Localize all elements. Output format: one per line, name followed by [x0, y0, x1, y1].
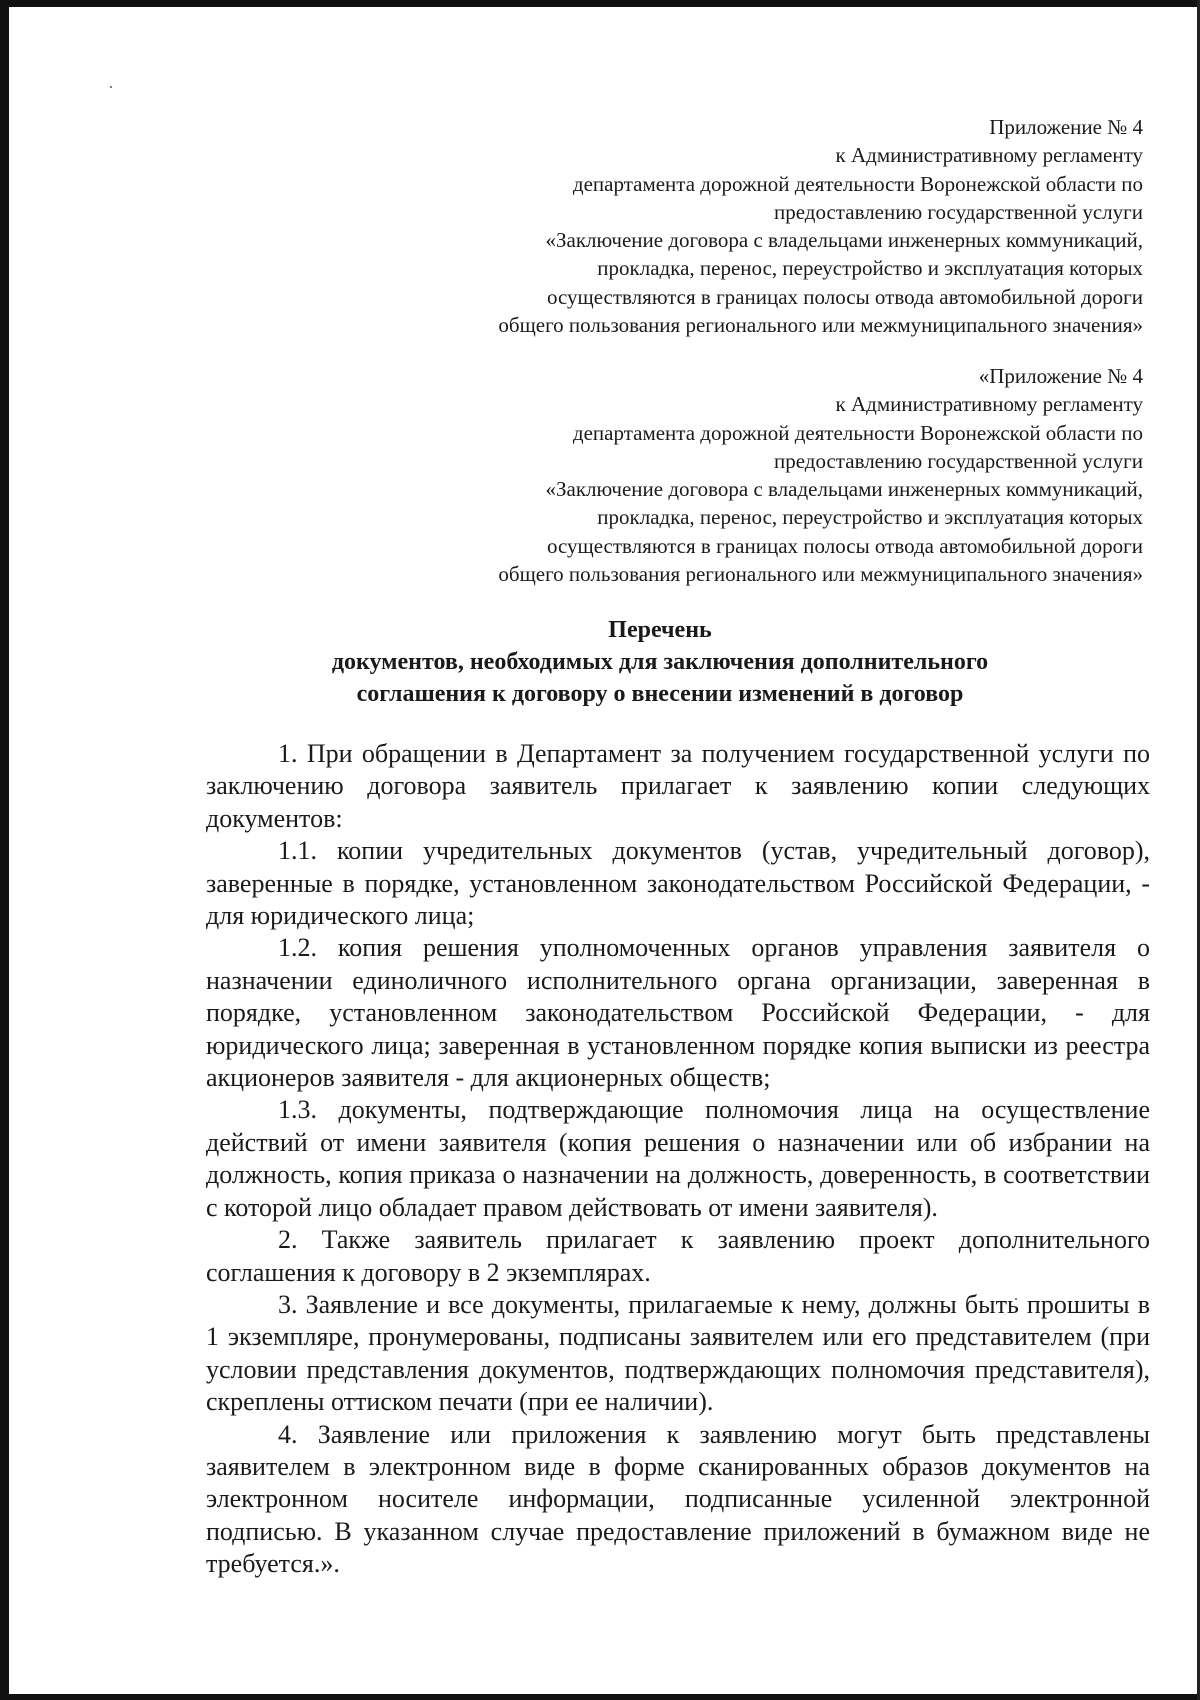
appendix-line: осуществляются в границах полосы отвода автомобильной дороги	[546, 284, 1143, 309]
title-line: соглашения к договору о внесении изменений в договор	[356, 681, 964, 707]
appendix-line: общего пользования регионального или межмуниципального значения»	[498, 313, 1143, 338]
appendix-line: департамента дорожной деятельности Воронежской области по	[572, 420, 1143, 445]
scan-border-left	[0, 0, 9, 1700]
appendix-line: осуществляются в границах полосы отвода автомобильной дороги	[546, 533, 1143, 558]
appendix-line: департамента дорожной деятельности Воронежской области по	[572, 171, 1143, 196]
appendix-line: предоставлению государственной услуги	[774, 448, 1143, 473]
appendix-line: общего пользования регионального или межмуниципального значения»	[498, 562, 1143, 587]
scan-border-top	[0, 0, 1200, 7]
paragraph-1-2: 1.2. копия решения уполномоченных органов управления заявителя о назначении единоличного исполнительного органа организации, заверенная в порядке, установленном законодательством Российской Федерации, - для юридического лица; заверенная в установленном порядке копия выписки из реестра акционеров заявителя - для акционерных обществ;	[206, 933, 1150, 1093]
document-body	[206, 738, 1150, 1581]
appendix-line: «Заключение договора с владельцами инженерных коммуникаций,	[545, 228, 1143, 253]
paragraph-1-3: 1.3. документы, подтверждающие полномочия лица на осуществление действий от имени заявителя (копия решения о назначении или об избрании на должность, копия приказа о назначении на должность, доверенность, в соответствии с которой лицо обладает правом действовать от имени заявителя).	[206, 1095, 1150, 1222]
document-title	[180, 614, 1140, 710]
paragraph-4: 4. Заявление или приложения к заявлению могут быть представлены заявителем в электронном виде в форме сканированных образов документов на электронном носителе информации, подписанные усиленной электронной подписью. В указанном случае предоставление приложений в бумажном виде не требуется.».	[206, 1419, 1150, 1579]
appendix-line: «Приложение № 4	[978, 364, 1143, 388]
paragraph-3: 3. Заявление и все документы, прилагаемые к нему, должны быть прошиты в 1 экземпляре, пронумерованы, подписаны заявителем или его представителем (при условии представления документов, подтверждающих полномочия представителя), скреплены оттиском печати (при ее наличии).	[206, 1289, 1150, 1417]
scan-speck	[110, 86, 112, 88]
appendix-line: к Административному регламенту	[835, 392, 1143, 417]
paragraph-1-1: 1.1. копии учредительных документов (устав, учредительный договор), заверенные в порядке, установленном законодательством Российской Федерации, - для юридического лица;	[206, 836, 1150, 931]
title-line: документов, необходимых для заключения дополнительного	[331, 649, 989, 675]
appendix-line: предоставлению государственной услуги	[774, 199, 1143, 224]
appendix-header	[380, 113, 1143, 339]
appendix-quoted	[380, 362, 1143, 588]
appendix-line: Приложение № 4	[989, 115, 1143, 139]
scan-border-bottom	[0, 1694, 1200, 1700]
title-line: Перечень	[608, 617, 712, 643]
paragraph-2: 2. Также заявитель прилагает к заявлению проект дополнительного соглашения к договору в 2 экземплярах.	[206, 1225, 1150, 1287]
appendix-line: прокладка, перенос, переустройство и эксплуатация которых	[597, 505, 1143, 530]
appendix-line: «Заключение договора с владельцами инженерных коммуникаций,	[545, 477, 1143, 502]
appendix-line: к Административному регламенту	[835, 143, 1143, 168]
appendix-line: прокладка, перенос, переустройство и эксплуатация которых	[597, 256, 1143, 281]
paragraph-1: 1. При обращении в Департамент за получением государственной услуги по заключению договора заявитель прилагает к заявлению копии следующих документов:	[206, 739, 1150, 833]
